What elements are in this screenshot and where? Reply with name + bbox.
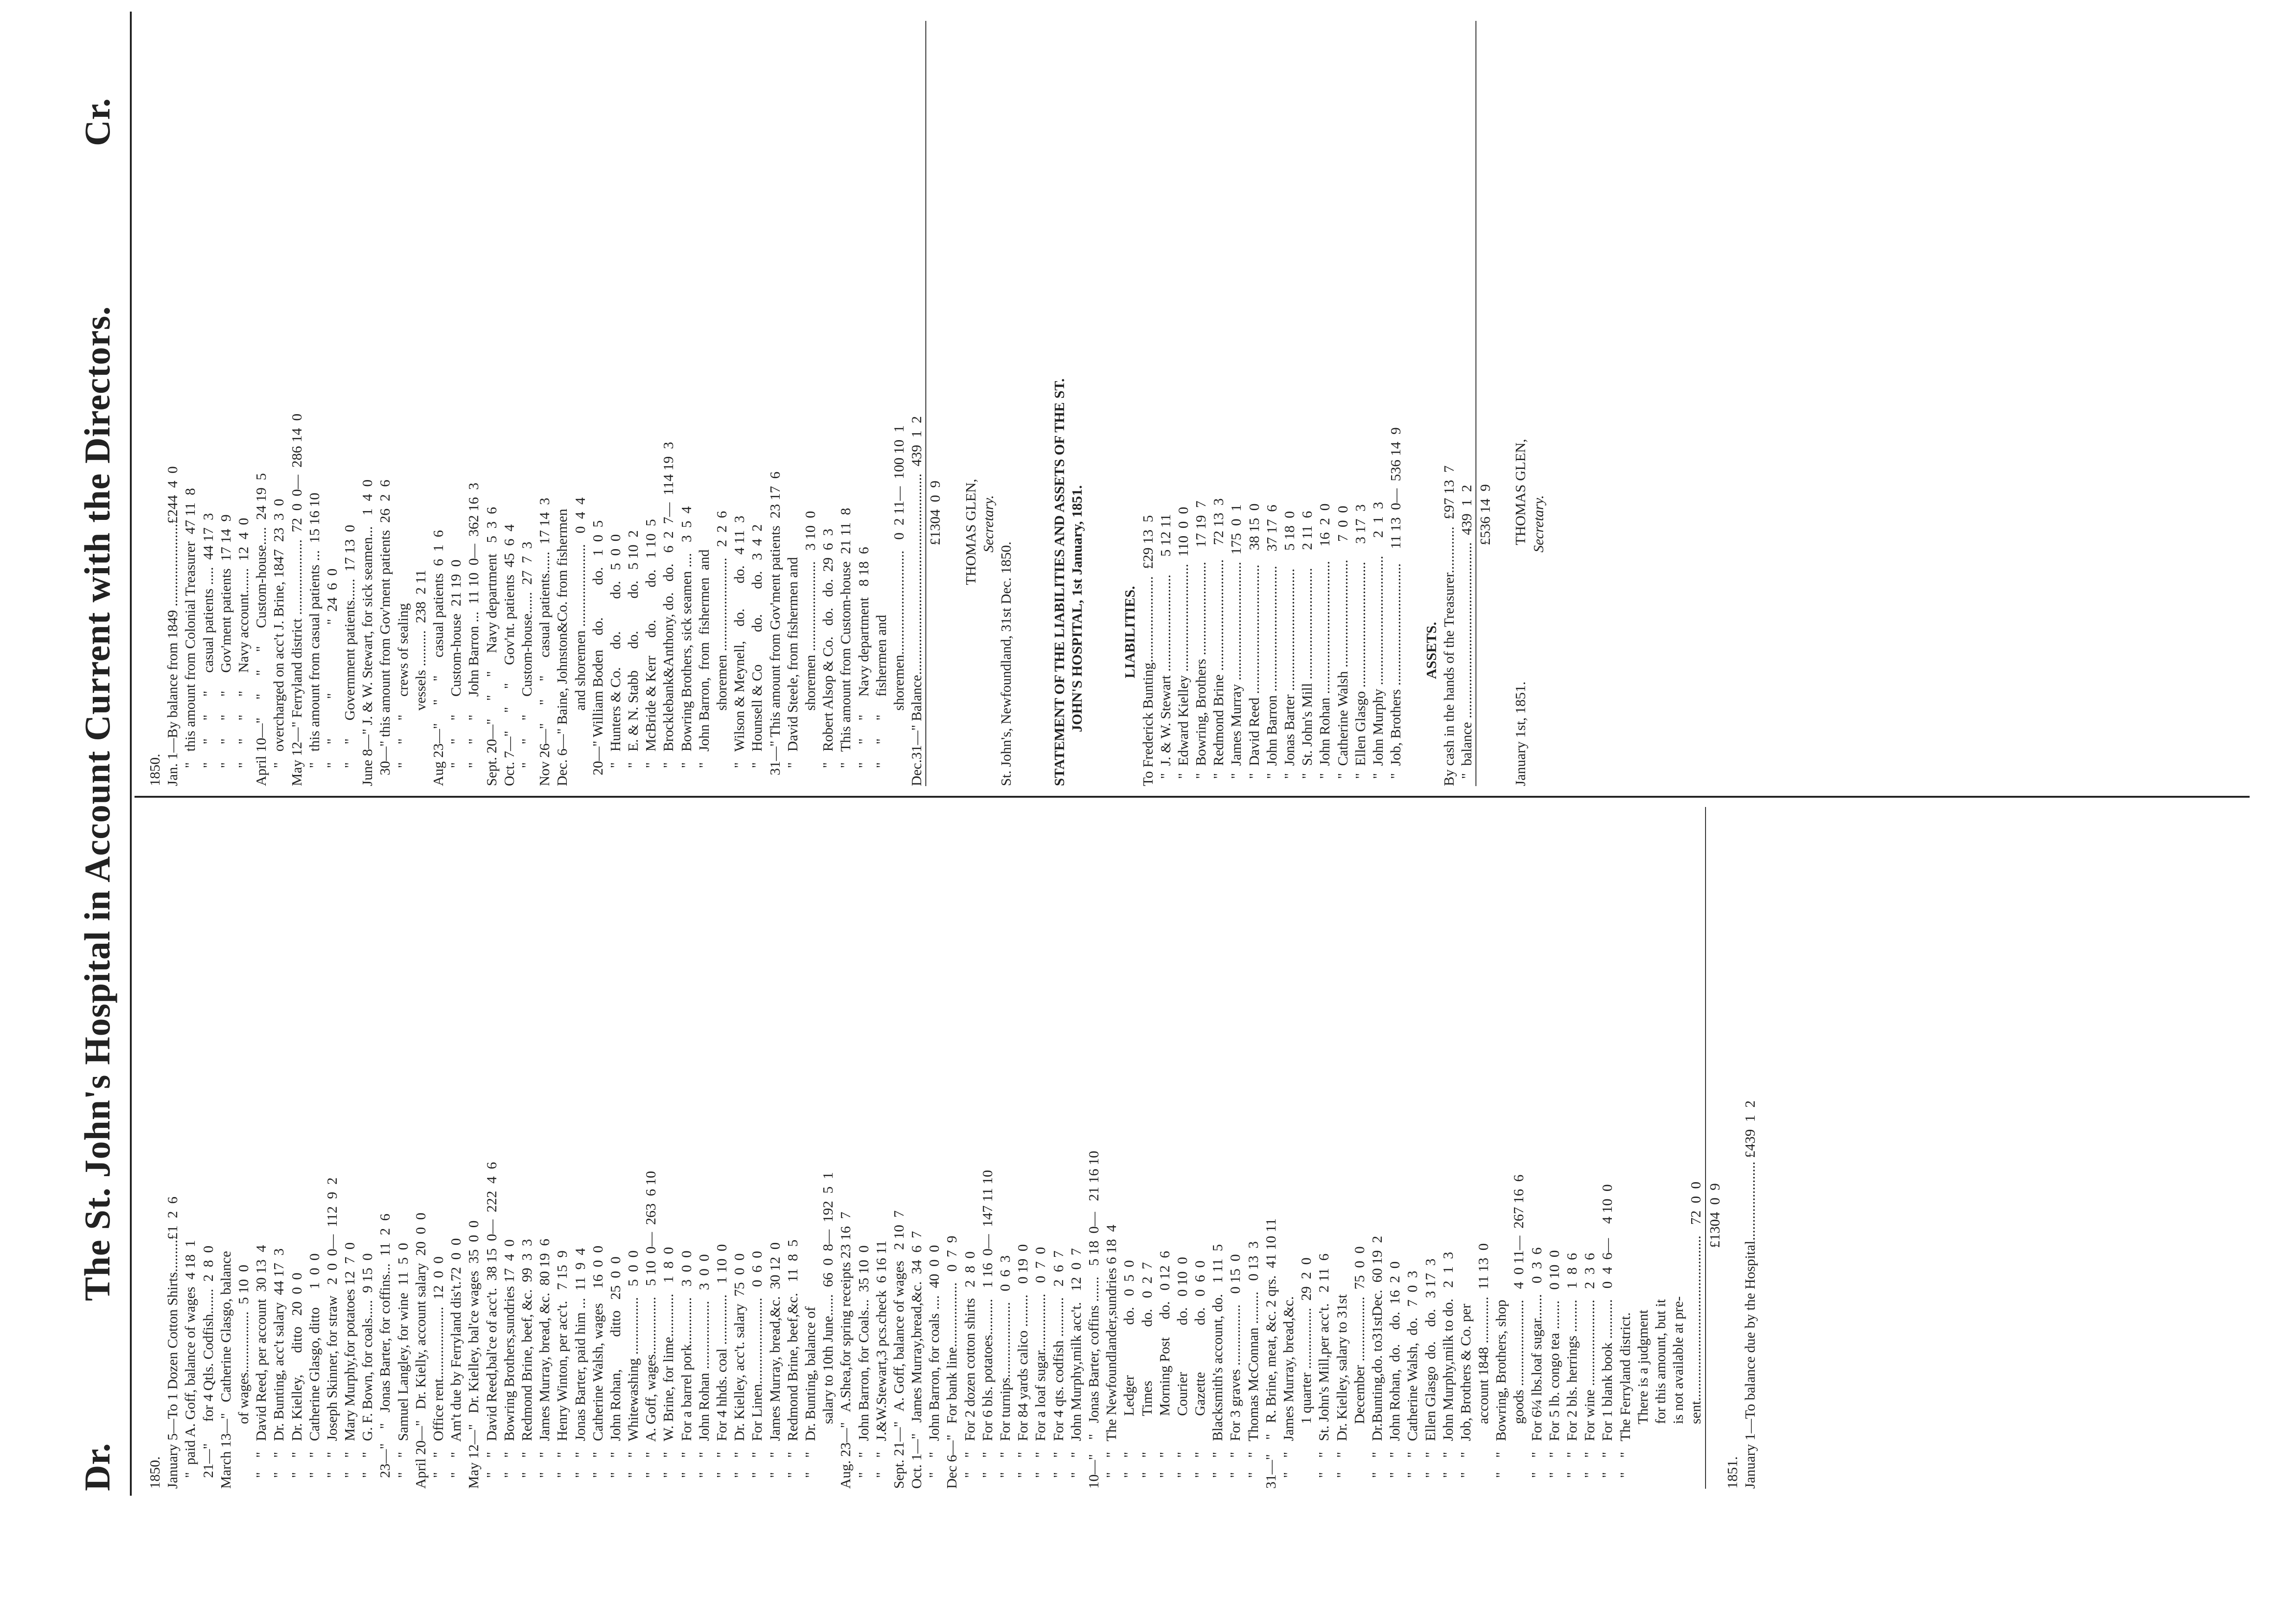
credit-line: 30—" this amount from Gov'ment patients 26 2 6: [377, 480, 393, 786]
credit-line: " " " crews of sealing: [394, 603, 411, 786]
credit-line: [1086, 21, 1103, 786]
debit-line: " " Times do. 0 2 7: [1138, 1262, 1155, 1489]
credit-line: St. John's, Newfoundland, 31st Dec. 1850.: [998, 541, 1014, 786]
credit-line: " Job, Brothers .................................. 11 13 0— 536 14 9: [1387, 427, 1404, 786]
debit-line: Oct. 1—" James Murray,bread,&c. 34 6 7: [908, 1231, 925, 1489]
credit-line: [1405, 21, 1422, 786]
credit-line: April 10—" " " " Custom-house..... 24 19 5: [253, 473, 269, 786]
credit-line: " " " fishermen and: [872, 615, 889, 786]
debit-line: " " Jonas Barter, paid him ... 11 9 4: [571, 1248, 588, 1489]
debit-line: " " Bowring Brothers,sundries 17 4 0: [500, 1239, 517, 1489]
credit-line: " " Government patients...... 17 13 0: [341, 525, 358, 786]
debit-line: " " J.&W.Stewart,3 pcs.check 6 16 11: [872, 1240, 889, 1489]
credit-line: By cash in the hands of the Treasurer............. £97 13 7: [1440, 465, 1457, 786]
debit-line: " " Office rent.................... 12 0 0: [430, 1256, 446, 1489]
credit-line: " John Rohan ..................................... 16 2 0: [1316, 503, 1333, 786]
debit-line: There is a judgment: [1634, 1309, 1651, 1489]
debit-heading: Dr.: [77, 1443, 117, 1491]
debit-line: " " G. F. Bown, for coals..... 9 15 0: [359, 1253, 376, 1489]
credit-line: shoremen............................. 0 2 11— 100 10 1: [890, 425, 907, 786]
credit-line: [1494, 21, 1512, 786]
credit-line: Jan. 1—By balance from 1849 .......................£244 4 0: [164, 466, 181, 786]
debit-line: " " For a loaf sugar................ 0 7 0: [1032, 1247, 1049, 1489]
debit-line: " " Morning Post do. 0 12 6: [1156, 1251, 1173, 1489]
debit-column: [146, 807, 1759, 1489]
debit-line: " " For 4 qts. codfish ........... 2 6 7: [1050, 1250, 1066, 1489]
debit-line: " " James Murray, bread,&c. 30 12 0: [766, 1242, 783, 1489]
credit-line: Nov 26—" " " casual patients...... 17 14 3: [536, 498, 553, 786]
debit-line: " " David Reed,bal'ce of acc't. 38 15 0— 222 4 6: [483, 1162, 500, 1489]
debit-line: " " The Newfoundlander,sundries 6 18 4: [1103, 1224, 1120, 1489]
credit-line: 31—" This amount from Gov'ment patients 23 17 6: [766, 471, 783, 786]
credit-line: Oct. 7—" " " Gov'nt. patients 45 6 4: [500, 524, 517, 786]
debit-line: " " John Murphy,milk to do. 2 1 3: [1439, 1252, 1456, 1489]
debit-line: 1851.: [1724, 1456, 1740, 1489]
credit-line: " Jonas Barter .................................. 5 18 0: [1281, 511, 1297, 786]
debit-line: sent.............................................. 72 0 0: [1687, 1181, 1704, 1489]
credit-line: " " " " 24 6 0: [323, 568, 340, 786]
debit-line: " " Dr. Kielley, salary to 31st: [1333, 1294, 1350, 1489]
column-divider: [135, 796, 2250, 798]
page-title: The St. John's Hospital in Account Current with the Directors.: [77, 306, 117, 1301]
credit-line: " " " Navy department 8 18 6: [855, 547, 872, 786]
debit-line: 21—" for 4 Qtls. Codfish....... 2 8 0: [199, 1245, 216, 1489]
credit-line: " " " Custom-house 21 19 0: [448, 559, 464, 786]
credit-line: 20—" William Boden do. do. 1 0 5: [589, 520, 606, 786]
debit-line: " " For 2 bls. herrings ......... 1 8 6: [1564, 1253, 1580, 1489]
credit-line: [944, 21, 962, 786]
debit-line: " " For 2 dozen cotton shirts 2 8 0: [961, 1251, 978, 1489]
top-rule: [130, 12, 132, 1496]
credit-line: ASSETS.: [1423, 621, 1439, 786]
debit-line: 1 quarter ................. 29 2 0: [1298, 1257, 1315, 1489]
credit-line: " E. & N. Stabb do. do. 5 10 2: [625, 530, 641, 786]
debit-line: April 20—" Dr. Kielly, account salary 20 0 0: [412, 1212, 429, 1489]
debit-line: " " James Murray, bread, &c. 80 19 6: [536, 1239, 553, 1489]
debit-line: " " Catherine Walsh, do. 7 0 3: [1404, 1271, 1421, 1489]
debit-line: " " Blacksmith's account, do. 1 11 5: [1209, 1244, 1226, 1489]
debit-line: 23—" " Jonas Barter, for coffins... 11 2 6: [377, 1213, 393, 1489]
credit-line: May 12—" Ferryland district ..................... 72 0 0— 286 14 0: [288, 413, 305, 786]
debit-line: " " John Rohan ................... 3 0 0: [695, 1254, 712, 1489]
debit-line: 1850.: [147, 1456, 163, 1489]
credit-line: " this amount from casual patients ... 15 16 10: [306, 493, 322, 786]
credit-line: £536 14 9: [1475, 21, 1494, 786]
credit-line: " " " " Gov'ment patients 17 14 9: [217, 514, 234, 786]
debit-line: Dec 6—" For bank line.................. 0 7 9: [943, 1236, 960, 1489]
credit-line: " John Barron ................................... 37 17 6: [1263, 505, 1280, 786]
credit-line: " This amount from Custom-house 21 11 8: [837, 508, 854, 786]
credit-line: 1850.: [147, 754, 163, 786]
debit-line: " " Dr. Bunting, acc't salary 44 17 3: [270, 1248, 287, 1489]
debit-line: " " John Rohan, ditto 25 0 0: [607, 1256, 623, 1489]
debit-line: " " Whitewashing ................ 5 0 0: [625, 1250, 641, 1489]
debit-line: " " Mary Murphy,for potatoes 12 7 0: [341, 1242, 358, 1489]
debit-line: " " For 4 hhds. coal .............. 1 10 0: [713, 1244, 730, 1489]
credit-line: " Bowring Brothers, sick seamen .... 3 5 4: [678, 506, 694, 786]
credit-line: " St. John's Mill ............................... 2 11 6: [1299, 511, 1315, 786]
debit-line: " " Dr. Kielley, acc't. salary 75 0 0: [731, 1253, 748, 1489]
credit-line: Sept. 20—" " " Navy department 5 3 6: [483, 507, 500, 786]
debit-line: " " For 6 bls. potatoes.......... 1 16 0— 147 11 10: [979, 1170, 995, 1489]
credit-line: " John Barron, from fishermen and: [695, 549, 712, 786]
credit-line: THOMAS GLEN,: [962, 479, 979, 786]
credit-line: " this amount from Colonial Treasurer 47 11 8: [182, 488, 199, 786]
credit-line: shoremen ......................... 3 10 0: [802, 511, 818, 786]
credit-line: [1103, 21, 1121, 786]
credit-line: " David Steele, from fishermen and: [784, 557, 801, 786]
credit-line: £1304 0 9: [925, 21, 944, 786]
debit-line: " " Thomas McConnan ......... 0 13 3: [1244, 1241, 1261, 1489]
debit-line: " " For 6¼ lbs.loaf sugar....... 0 3 6: [1528, 1247, 1545, 1489]
credit-line: shoremen .......................... 2 2 6: [713, 511, 730, 786]
credit-line: Secretary.: [980, 495, 996, 786]
debit-line: " " For a barrel pork............. 3 0 0: [678, 1250, 694, 1489]
credit-line: " John Murphy .................................... 2 1 3: [1369, 502, 1386, 786]
debit-line: " " Bowring, Brothers, shop: [1493, 1300, 1509, 1489]
credit-line: " Catherine Walsh .............................. 7 0 0: [1334, 506, 1351, 786]
debit-line: " " Courier do. 0 10 0: [1174, 1257, 1190, 1489]
debit-line: " " For wine ........................ 2 3 6: [1581, 1253, 1598, 1489]
credit-line: " James Murray ................................. 175 0 1: [1228, 504, 1244, 786]
debit-line: " " Ellen Glasgo do. do. 3 17 3: [1422, 1258, 1438, 1489]
credit-line: and shoremen ....................... 0 4 4: [571, 497, 588, 786]
credit-line: LIABILITIES.: [1122, 586, 1138, 786]
debit-line: " " A. Goff, wages................ 5 10 0— 263 6 10: [642, 1171, 659, 1489]
debit-line: account 1848 ............. 11 13 0: [1475, 1243, 1492, 1489]
debit-line: " " Henry Winton, per acc't. 7 15 9: [554, 1250, 571, 1489]
credit-line: Secretary.: [1530, 495, 1546, 786]
debit-line: " " For 3 graves ................. 0 15 0: [1227, 1254, 1244, 1489]
credit-line: " " " " casual patients ..... 44 17 3: [199, 513, 216, 786]
debit-line: 10—" " Jonas Barter, coffins ....... 5 18 0— 21 16 10: [1085, 1151, 1102, 1489]
debit-line: " " Catherine Walsh, wages 16 0 0: [589, 1245, 606, 1489]
debit-line: " " Joseph Skinner, for straw 2 0 0— 112 9 2: [323, 1177, 340, 1489]
debit-line: " " Gazette do. 0 6 0: [1192, 1261, 1208, 1489]
debit-line: " " For 5 lb. congo tea ........ 0 10 0: [1546, 1250, 1562, 1489]
debit-line: May 12—" Dr. Kielley, bal'ce wages 35 0 0: [465, 1220, 482, 1489]
credit-column: [146, 21, 1547, 786]
debit-line: " " St. John's Mill,per acc't. 2 11 6: [1315, 1253, 1332, 1489]
credit-line: " Hounsell & Co do. do. 3 4 2: [749, 524, 765, 786]
debit-line: " " For 84 yards calico ......... 0 19 0: [1014, 1244, 1031, 1489]
debit-line: Aug. 23—" A.Shea,for spring receipts 23 16 7: [837, 1211, 854, 1489]
credit-line: [1033, 21, 1050, 786]
debit-line: " " Ledger do. 0 5 0: [1121, 1260, 1137, 1489]
credit-line: " Ellen Glasgo ................................... 3 17 3: [1352, 504, 1368, 786]
credit-line: " Hunters & Co. do. do. 5 0 0: [607, 534, 623, 786]
debit-line: " paid A. Goff, balance of wages 4 18 1: [182, 1240, 199, 1489]
credit-line: " Bowring, Brothers .......................... 17 19 7: [1193, 500, 1209, 786]
credit-line: JOHN'S HOSPITAL, 1st January, 1851.: [1068, 485, 1085, 786]
credit-line: Dec.31—" Balance........................................................ 439 1 2: [908, 416, 925, 786]
credit-line: " Wilson & Meynell, do. do. 4 11 3: [731, 515, 748, 786]
credit-heading: Cr.: [77, 98, 117, 146]
credit-line: " J. & W. Stewart ........................... 5 12 11: [1157, 514, 1174, 786]
credit-line: " " " " Navy account....... 12 4 0: [235, 518, 251, 786]
debit-line: March 13—" Catherine Glasgo, balance: [217, 1251, 234, 1489]
credit-line: " Redmond Brine ............................... 72 13 3: [1210, 498, 1227, 786]
debit-line: " " Samuel Langley, for wine 11 5 0: [394, 1242, 411, 1489]
debit-line: " " Job, Brothers & Co. per: [1457, 1303, 1474, 1489]
credit-line: " Robert Alsop & Co. do. do. 29 6 3: [820, 528, 836, 786]
debit-line: " " John Barron, for coals .... 40 0 0: [926, 1245, 943, 1489]
credit-line: Dec. 6—" Baine, Johnston&Co. from fishermen: [554, 508, 571, 786]
credit-line: " David Reed .................................... 38 15 0: [1245, 503, 1262, 786]
credit-line: " Edward Kielley .............................. 110 0 0: [1174, 506, 1191, 786]
debit-line: " " James Murray, bread,&c.: [1280, 1296, 1296, 1489]
credit-line: " " " Custom-house...... 27 7 3: [518, 541, 535, 786]
credit-line: To Frederick Bunting........................ £29 13 5: [1139, 515, 1156, 786]
debit-line: " " Am't due by Ferryland dis't.72 0 0: [448, 1238, 464, 1489]
debit-line: " " John Barron, for Coals... 35 10 0: [855, 1245, 872, 1489]
credit-line: January 1st, 1851. THOMAS GLEN,: [1512, 439, 1529, 786]
debit-line: Sept. 21—" A. Goff, balance of wages 2 10 7: [890, 1210, 907, 1489]
debit-line: for this amount, but it: [1652, 1299, 1668, 1489]
debit-line: 31—" " R. Brine, meat, &c. 2 qrs. 41 10 11: [1262, 1218, 1279, 1489]
credit-line: [1015, 21, 1033, 786]
credit-line: " Brocklebank&Anthony, do. do. 6 2 7— 114 19 3: [660, 442, 677, 786]
debit-line: " " Dr.Bunting,do. to31stDec. 60 19 2: [1368, 1236, 1385, 1489]
credit-line: " McBride & Kerr do. do. 1 10 5: [642, 519, 659, 786]
debit-line: " " John Murphy,milk acc't. 12 0 7: [1067, 1248, 1084, 1489]
debit-line: " " Redmond Brine, beef,&c. 11 8 5: [784, 1239, 801, 1489]
debit-line: January 5—To 1 Dozen Cotton Shirts.........£1 2 6: [164, 1197, 181, 1489]
debit-line: " " David Reed, per account 30 13 4: [253, 1245, 269, 1489]
debit-line: " " For Linen........................ 0 6 0: [749, 1251, 765, 1489]
credit-line: June 8—" J. & W. Stewart, for sick seamen... 1 4 0: [359, 480, 376, 786]
credit-line: " overcharged on acc't J. Brine, 1847 23 3 0: [270, 499, 287, 786]
debit-line: £1304 0 9: [1705, 807, 1724, 1489]
debit-line: December .................. 75 0 0: [1351, 1246, 1367, 1489]
credit-line: STATEMENT OF THE LIABILITIES AND ASSETS OF THE ST.: [1051, 378, 1067, 786]
credit-line: " " " John Barron ... 11 10 0— 362 16 3: [465, 482, 482, 786]
debit-line: " " Redmond Brine, beef, &c. 99 3 3: [518, 1239, 535, 1489]
credit-line: " balance ................................................. 439 1 2: [1458, 485, 1475, 786]
debit-line: " " For turnips..................... 0 6 3: [997, 1255, 1013, 1489]
debit-line: " " Dr. Bunting, balance of: [802, 1306, 818, 1489]
debit-line: " " For 1 blank book ........... 0 4 6— 4 10 0: [1599, 1184, 1616, 1489]
debit-line: " " W. Brine, for lime............ 1 8 0: [660, 1247, 677, 1489]
credit-line: Aug 23—" " " casual patients 6 1 6: [430, 530, 446, 786]
debit-line: is not available at pre-: [1670, 1296, 1687, 1489]
debit-line: of wages................. 5 10 0: [235, 1264, 251, 1489]
debit-line: salary to 10th June...... 66 0 8— 192 5 1: [820, 1172, 836, 1489]
debit-line: " " John Rohan, do. do. 16 2 0: [1386, 1261, 1403, 1489]
debit-line: goods ........................ 4 0 11— 267 16 6: [1510, 1174, 1527, 1489]
credit-line: vessels .......... 238 2 11: [412, 570, 429, 786]
debit-line: " " Dr. Kielley, ditto 20 0 0: [288, 1273, 305, 1489]
debit-line: " " Catherine Glasgo, ditto 1 0 0: [306, 1253, 322, 1489]
debit-line: " " The Ferryland district.: [1616, 1312, 1633, 1489]
debit-line: January 1—To balance due by the Hospital...................... £439 1 2: [1741, 1100, 1758, 1489]
